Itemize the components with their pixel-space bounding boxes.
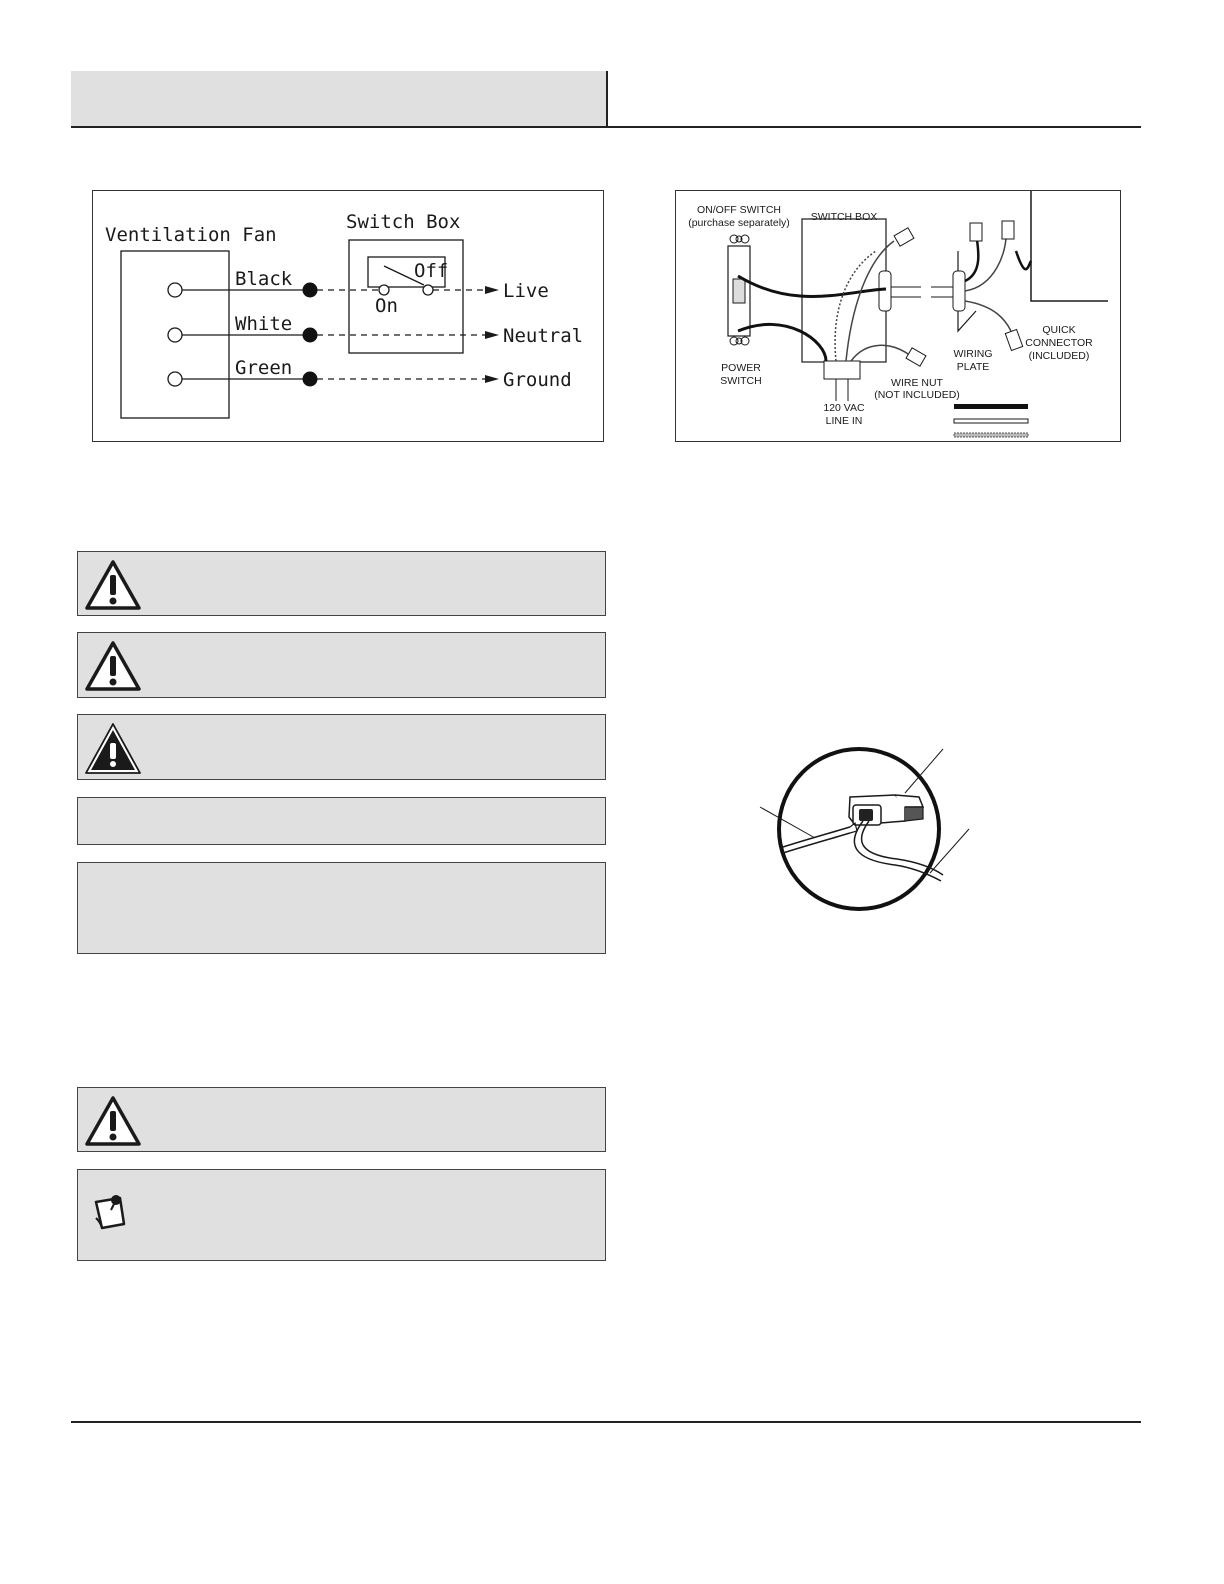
live-label: Live (503, 280, 549, 302)
quick-connector-detail (755, 735, 985, 915)
warning-callout-1 (77, 551, 606, 616)
ground-label: Ground (503, 369, 572, 391)
wire-black-label: Black (235, 268, 293, 290)
warning-icon (84, 1095, 142, 1147)
warning-callout-2 (77, 632, 606, 698)
neutral-label: Neutral (503, 325, 584, 347)
header-title-box (71, 71, 607, 128)
line-in-label-2: LINE IN (825, 415, 863, 427)
warning-callout-3 (77, 714, 606, 780)
quick-connector-label-2: CONNECTOR (1025, 337, 1093, 349)
legend-white-wire (954, 419, 1028, 423)
note-callout (77, 1169, 606, 1261)
wiring-illustration (675, 190, 1121, 442)
fan-label: Ventilation Fan (105, 224, 277, 246)
quick-connector-label-1: QUICK (1042, 324, 1076, 336)
wiring-plate-label-1: WIRING (953, 348, 993, 360)
wire-nut-label-1: WIRE NUT (891, 377, 943, 389)
wire-green-label: Green (235, 357, 293, 379)
header-rule (71, 126, 1141, 128)
power-switch-label-2: SWITCH (720, 375, 762, 387)
switch-off-label: Off (414, 260, 449, 282)
power-switch-label-1: POWER (721, 362, 761, 374)
switch-box-label: Switch Box (346, 211, 461, 233)
wiring-schematic (92, 190, 604, 442)
warning-filled-icon (84, 722, 142, 776)
warning-icon (84, 559, 142, 611)
switch-on-label: On (375, 295, 398, 317)
legend-ground-wire (954, 433, 1028, 437)
quick-connector-label-3: (INCLUDED) (1028, 350, 1090, 362)
footer-rule (71, 1421, 1141, 1423)
legend-black-wire (954, 404, 1028, 409)
warning-callout-4 (77, 1087, 606, 1152)
onoff-switch-note: (purchase separately) (688, 217, 790, 229)
switch-box-illus-label: SWITCH BOX (810, 211, 878, 223)
wire-white-label: White (235, 313, 293, 335)
warning-icon (84, 640, 142, 692)
info-callout-1 (77, 797, 606, 845)
wiring-plate-label-2: PLATE (956, 361, 990, 373)
note-icon (90, 1190, 134, 1234)
info-callout-2 (77, 862, 606, 954)
wire-nut-label-2: (NOT INCLUDED) (874, 389, 960, 401)
line-in-label-1: 120 VAC (823, 402, 865, 414)
header-divider (606, 71, 608, 128)
onoff-switch-label: ON/OFF SWITCH (697, 204, 781, 216)
